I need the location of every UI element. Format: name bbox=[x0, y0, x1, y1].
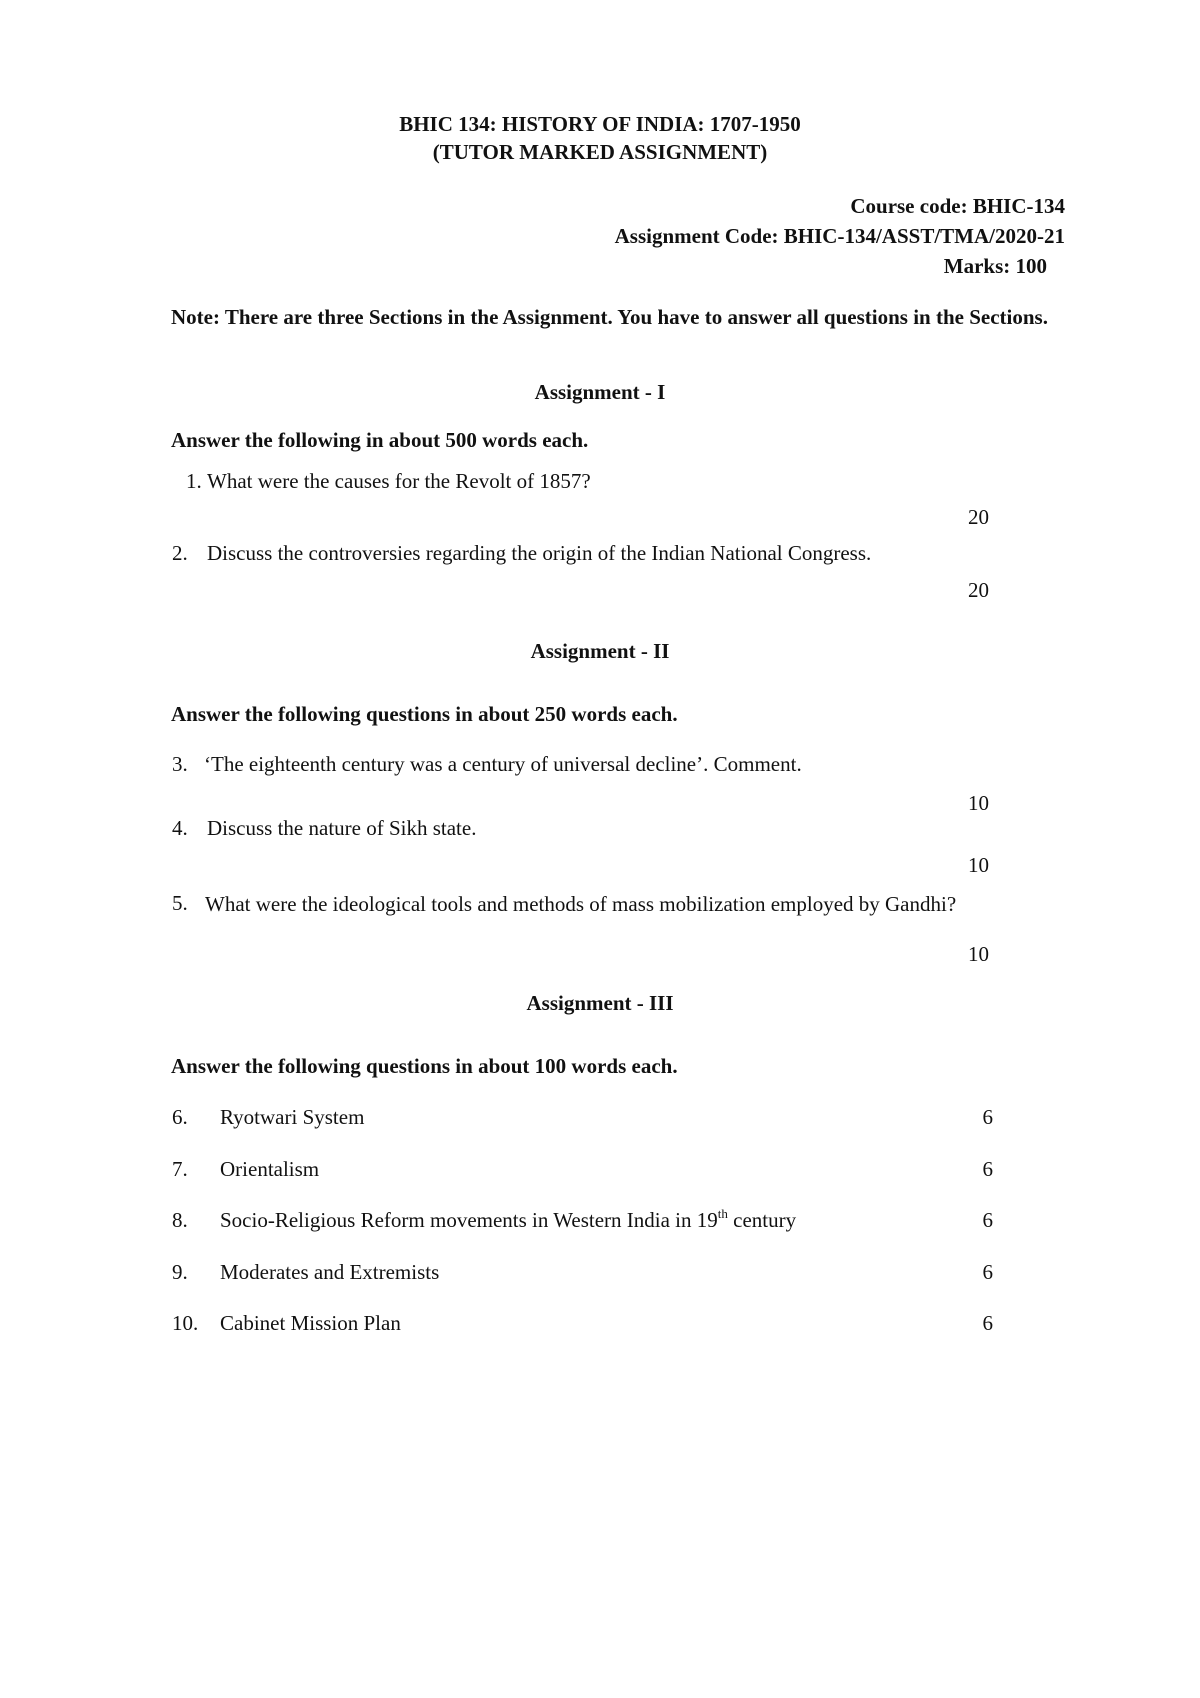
question-number: 6. bbox=[172, 1105, 188, 1129]
question-text-part: century bbox=[727, 1208, 797, 1232]
question-text: Moderates and Extremists bbox=[220, 1260, 440, 1284]
question-number: 4. bbox=[172, 816, 188, 840]
section-instruction-3: Answer the following questions in about 100 words each. bbox=[171, 1054, 678, 1078]
section-title-2: Assignment - II bbox=[530, 639, 670, 663]
question-number: 9. bbox=[172, 1260, 188, 1284]
section-title-3: Assignment - III bbox=[526, 991, 674, 1015]
assignment-code: Assignment Code: BHIC-134/ASST/TMA/2020-21 bbox=[614, 224, 1065, 248]
question-number: 1. bbox=[186, 469, 202, 493]
question-marks: 6 bbox=[982, 1260, 993, 1284]
question-number: 8. bbox=[172, 1208, 188, 1232]
question-text: Ryotwari System bbox=[220, 1105, 365, 1129]
question-text: Discuss the nature of Sikh state. bbox=[207, 816, 477, 840]
question-marks: 6 bbox=[982, 1208, 993, 1232]
question-marks: 10 bbox=[968, 791, 989, 815]
superscript: th bbox=[717, 1206, 728, 1221]
document-subtitle: (TUTOR MARKED ASSIGNMENT) bbox=[432, 140, 768, 164]
assignment-note: Note: There are three Sections in the Assignment. You have to answer all questions in the Sections. bbox=[171, 305, 1048, 329]
question-marks: 20 bbox=[968, 578, 989, 602]
question-number: 3. bbox=[172, 752, 188, 776]
question-marks: 20 bbox=[968, 505, 989, 529]
section-instruction-1: Answer the following in about 500 words each. bbox=[171, 428, 589, 452]
question-text: What were the causes for the Revolt of 1857? bbox=[207, 469, 591, 493]
section-title-1: Assignment - I bbox=[534, 380, 666, 404]
course-code: Course code: BHIC-134 bbox=[850, 194, 1065, 218]
question-text bbox=[220, 1208, 796, 1233]
document-title: BHIC 134: HISTORY OF INDIA: 1707-1950 bbox=[399, 112, 801, 136]
total-marks: Marks: 100 bbox=[943, 254, 1047, 278]
section-instruction-2: Answer the following questions in about 250 words each. bbox=[171, 702, 678, 726]
question-marks: 10 bbox=[968, 853, 989, 877]
question-number: 10. bbox=[172, 1311, 199, 1335]
question-number: 5. bbox=[172, 891, 188, 915]
question-text: ‘The eighteenth century was a century of universal decline’. Comment. bbox=[204, 752, 802, 776]
question-text: Cabinet Mission Plan bbox=[220, 1311, 401, 1335]
question-number: 7. bbox=[172, 1157, 188, 1181]
question-marks: 10 bbox=[968, 942, 989, 966]
question-number: 2. bbox=[172, 541, 188, 565]
question-marks: 6 bbox=[982, 1157, 993, 1181]
question-text: Orientalism bbox=[220, 1157, 320, 1181]
question-marks: 6 bbox=[982, 1311, 993, 1335]
question-text: Discuss the controversies regarding the origin of the Indian National Congress. bbox=[207, 541, 872, 565]
question-text-part: Socio-Religious Reform movements in Western India in 19 bbox=[220, 1208, 718, 1232]
question-marks: 6 bbox=[982, 1105, 993, 1129]
question-text: What were the ideological tools and methods of mass mobilization employed by Gandhi? bbox=[205, 892, 957, 916]
